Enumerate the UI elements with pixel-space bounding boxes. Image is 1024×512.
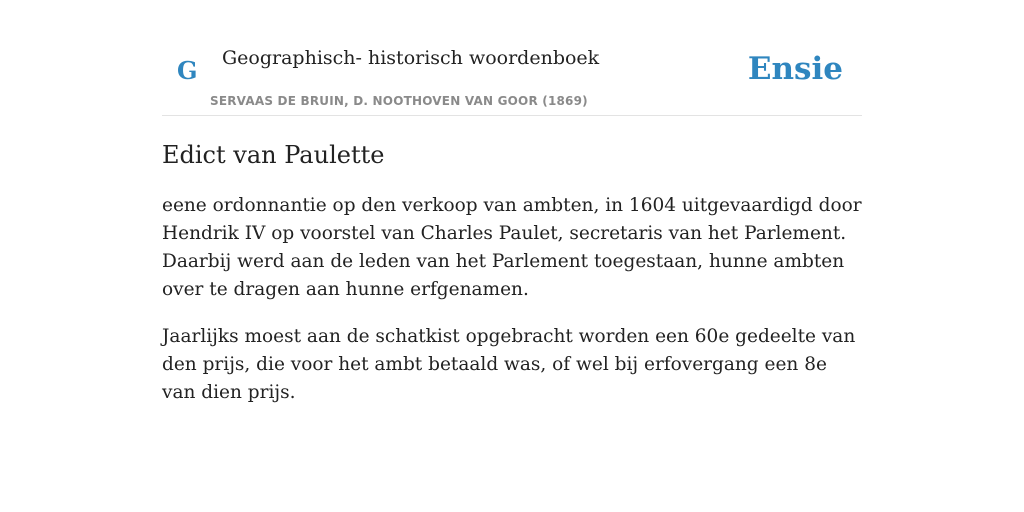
entry-paragraph: eene ordonnantie op den verkoop van ambten, in 1604 uitgevaardigd door Hendrik IV op voorstel van Charles Paulet, secretaris van het Parlement. Daarbij werd aan de leden van het Parlement toegestaan, hunne ambten over te dragen aan hunne erfgenamen. — [162, 195, 862, 300]
header — [162, 0, 862, 116]
book-letter-icon[interactable]: G — [177, 56, 198, 85]
ensie-logo-link[interactable]: Ensie — [747, 51, 843, 87]
page — [162, 0, 862, 407]
entry-body — [162, 192, 862, 407]
book-title-link[interactable]: Geographisch- historisch woordenboek — [222, 47, 600, 69]
entry-paragraph: Jaarlijks moest aan de schatkist opgebracht worden een 60e gedeelte van den prijs, die voor het ambt betaald was, of wel bij erfovergang een 8e van dien prijs. — [162, 326, 856, 403]
book-authors: SERVAAS DE BRUIN, D. NOOTHOVEN VAN GOOR (1869) — [210, 94, 588, 108]
entry-title: Edict van Paulette — [162, 141, 385, 169]
